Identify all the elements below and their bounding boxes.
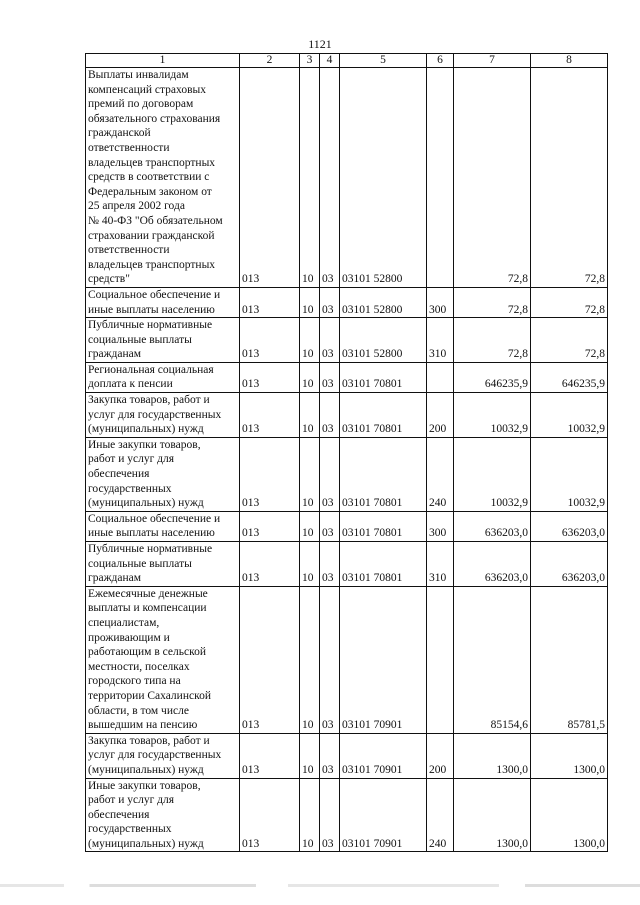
code-admin: 013: [240, 68, 300, 288]
amount-col-7: 636203,0: [454, 511, 531, 541]
code-subsection: 03: [320, 437, 340, 511]
amount-col-7: 10032,9: [454, 393, 531, 438]
table-row: [86, 393, 608, 438]
table-row: [86, 511, 608, 541]
code-subsection: 03: [320, 362, 340, 392]
amount-col-8: 72,8: [531, 68, 608, 288]
code-target: 03101 70801: [340, 362, 427, 392]
code-expense-type: [427, 586, 454, 733]
table-row: [86, 318, 608, 363]
code-admin: 013: [240, 778, 300, 852]
row-name: Закупка товаров, работ и услуг для государственных (муниципальных) нужд: [86, 393, 240, 438]
code-admin: 013: [240, 362, 300, 392]
table-row: [86, 586, 608, 733]
row-name: Иные закупки товаров, работ и услуг для обеспечения государственных (муниципальных) нужд: [86, 437, 240, 511]
code-expense-type: [427, 68, 454, 288]
code-section: 10: [300, 733, 320, 778]
table-row: [86, 287, 608, 317]
table-row: [86, 437, 608, 511]
code-admin: 013: [240, 287, 300, 317]
code-section: 10: [300, 362, 320, 392]
code-section: 10: [300, 287, 320, 317]
code-subsection: 03: [320, 68, 340, 288]
amount-col-8: 636203,0: [531, 511, 608, 541]
amount-col-7: 1300,0: [454, 733, 531, 778]
code-target: 03101 70801: [340, 393, 427, 438]
code-section: 10: [300, 393, 320, 438]
code-target: 03101 70801: [340, 542, 427, 587]
row-name: Социальное обеспечение и иные выплаты населению: [86, 287, 240, 317]
amount-col-7: 636203,0: [454, 542, 531, 587]
row-name: Ежемесячные денежные выплаты и компенсации специалистам, проживающим и работающим в сельской местности, поселках городского типа на территории Сахалинской области, в том числе вышедшим на пенсию: [86, 586, 240, 733]
code-target: 03101 70901: [340, 586, 427, 733]
header-col-8: 8: [531, 54, 608, 68]
header-col-4: 4: [320, 54, 340, 68]
row-name: Публичные нормативные социальные выплаты гражданам: [86, 542, 240, 587]
code-target: 03101 52800: [340, 68, 427, 288]
code-expense-type: 240: [427, 778, 454, 852]
code-expense-type: 240: [427, 437, 454, 511]
header-col-6: 6: [427, 54, 454, 68]
amount-col-7: 10032,9: [454, 437, 531, 511]
code-expense-type: 310: [427, 542, 454, 587]
amount-col-7: 72,8: [454, 287, 531, 317]
amount-col-7: 646235,9: [454, 362, 531, 392]
table-row: [86, 778, 608, 852]
amount-col-8: 72,8: [531, 287, 608, 317]
amount-col-8: 10032,9: [531, 393, 608, 438]
budget-table: [85, 53, 608, 852]
code-section: 10: [300, 586, 320, 733]
code-subsection: 03: [320, 511, 340, 541]
amount-col-8: 72,8: [531, 318, 608, 363]
amount-col-7: 72,8: [454, 68, 531, 288]
row-name: Выплаты инвалидам компенсаций страховых премий по договорам обязательного страхования гражданской ответственности владельцев транспортных средств в соответствии с Федеральным законом от 25 апреля 2002 года № 40-ФЗ "Об обязательном страховании гражданской ответственности владельцев транспортных средств": [86, 68, 240, 288]
row-name: Социальное обеспечение и иные выплаты населению: [86, 511, 240, 541]
code-expense-type: 200: [427, 733, 454, 778]
amount-col-8: 10032,9: [531, 437, 608, 511]
table-row: [86, 733, 608, 778]
amount-col-7: 1300,0: [454, 778, 531, 852]
code-expense-type: [427, 362, 454, 392]
code-admin: 013: [240, 586, 300, 733]
code-section: 10: [300, 318, 320, 363]
amount-col-8: 636203,0: [531, 542, 608, 587]
row-name: Публичные нормативные социальные выплаты гражданам: [86, 318, 240, 363]
amount-col-8: 646235,9: [531, 362, 608, 392]
code-target: 03101 52800: [340, 318, 427, 363]
code-admin: 013: [240, 437, 300, 511]
row-name: Закупка товаров, работ и услуг для государственных (муниципальных) нужд: [86, 733, 240, 778]
code-target: 03101 70901: [340, 778, 427, 852]
code-target: 03101 52800: [340, 287, 427, 317]
code-section: 10: [300, 542, 320, 587]
row-name: Иные закупки товаров, работ и услуг для обеспечения государственных (муниципальных) нужд: [86, 778, 240, 852]
amount-col-8: 85781,5: [531, 586, 608, 733]
scan-artifact: [0, 884, 640, 887]
code-subsection: 03: [320, 778, 340, 852]
table-row: [86, 362, 608, 392]
header-col-5: 5: [340, 54, 427, 68]
code-admin: 013: [240, 393, 300, 438]
amount-col-7: 72,8: [454, 318, 531, 363]
amount-col-8: 1300,0: [531, 778, 608, 852]
header-col-7: 7: [454, 54, 531, 68]
code-subsection: 03: [320, 586, 340, 733]
code-expense-type: 300: [427, 511, 454, 541]
header-col-1: 1: [86, 54, 240, 68]
code-target: 03101 70901: [340, 733, 427, 778]
code-admin: 013: [240, 318, 300, 363]
code-expense-type: 310: [427, 318, 454, 363]
code-subsection: 03: [320, 542, 340, 587]
code-subsection: 03: [320, 393, 340, 438]
code-subsection: 03: [320, 287, 340, 317]
header-col-3: 3: [300, 54, 320, 68]
page-number: 1121: [308, 37, 332, 51]
code-section: 10: [300, 778, 320, 852]
table-row: [86, 542, 608, 587]
code-expense-type: 200: [427, 393, 454, 438]
code-section: 10: [300, 68, 320, 288]
code-admin: 013: [240, 542, 300, 587]
code-section: 10: [300, 437, 320, 511]
code-admin: 013: [240, 733, 300, 778]
header-row: [86, 54, 608, 68]
table-row: [86, 68, 608, 288]
code-admin: 013: [240, 511, 300, 541]
header-col-2: 2: [240, 54, 300, 68]
code-target: 03101 70801: [340, 511, 427, 541]
code-subsection: 03: [320, 318, 340, 363]
code-subsection: 03: [320, 733, 340, 778]
code-section: 10: [300, 511, 320, 541]
code-expense-type: 300: [427, 287, 454, 317]
amount-col-7: 85154,6: [454, 586, 531, 733]
code-target: 03101 70801: [340, 437, 427, 511]
row-name: Региональная социальная доплата к пенсии: [86, 362, 240, 392]
amount-col-8: 1300,0: [531, 733, 608, 778]
